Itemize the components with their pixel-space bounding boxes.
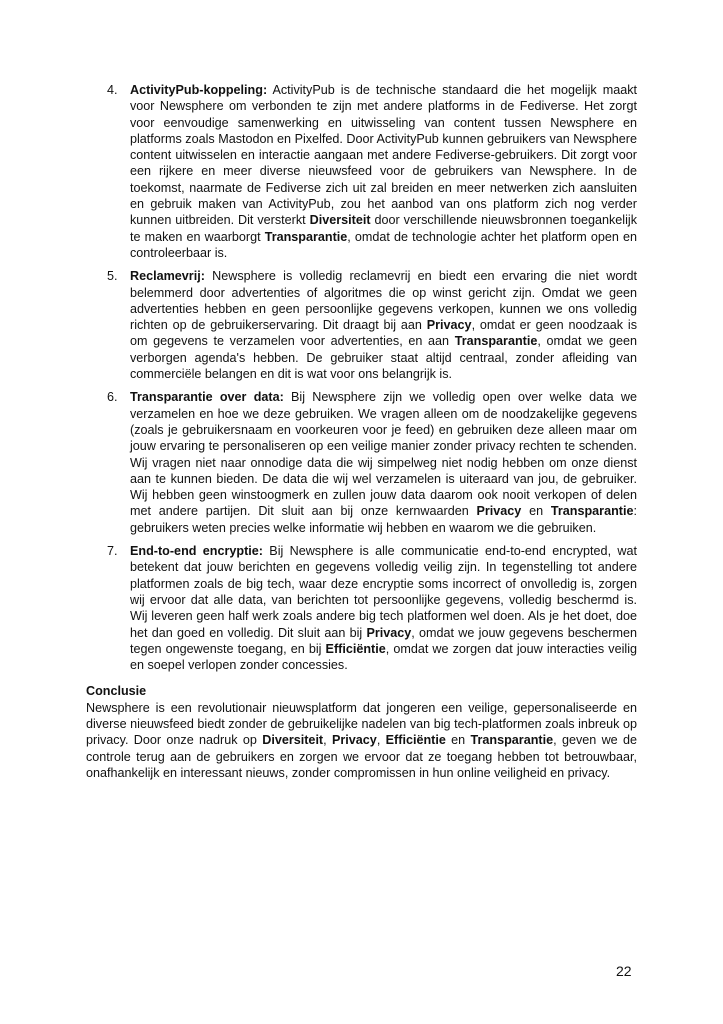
keyword-diversiteit: Diversiteit	[262, 733, 324, 748]
numbered-list	[86, 82, 637, 673]
list-item-number: 4.	[107, 83, 118, 97]
keyword-diversiteit: Diversiteit	[309, 213, 371, 228]
paragraph-text	[130, 83, 637, 260]
keyword-transparantie: Transparantie	[264, 229, 348, 244]
list-item-number: 5.	[107, 269, 118, 284]
keyword-privacy: Privacy	[476, 504, 522, 519]
list-item-activitypub	[86, 82, 637, 261]
text-run: : gebruikers weten precies welke informatie wij hebben en waarom we die gebruiken.	[130, 504, 637, 535]
list-item-reclamevrij	[86, 268, 637, 382]
text-run: , omdat de technologie achter het platform open en controleerbaar is.	[130, 229, 638, 260]
page-number: 22	[616, 963, 632, 979]
list-item-transparantie-data	[86, 389, 637, 536]
text-run: en	[445, 733, 471, 748]
text-run: ActivityPub is de technische standaard die het mogelijk maakt voor Newsphere om verbonden te zijn met andere platforms in de Fediverse. Het zorgt voor eenvoudige samenwerking en uitwisseling van content tussen Newsphere en platforms zoals Mastodon en Pixelfed. Door ActivityPub kunnen gebruikers van Newsphere content uitwisselen en interactie aangaan met andere Fediverse-gebruikers. Dit zorgt voor een rijkere en meer diverse nieuwsfeed voor de gebruikers van Newsphere. In de toekomst, naarmate de Fediverse zich uit zal breiden en meer netwerken zich aansluiten en gebruik maken van ActivityPub, zou het aanbod van ons platform zich nog verder kunnen uitbreiden. Dit versterkt	[130, 83, 637, 228]
keyword-transparantie: Transparantie	[454, 334, 538, 349]
keyword-transparantie: Transparantie	[470, 733, 554, 748]
item-heading: Transparantie over data:	[130, 390, 284, 405]
paragraph-text	[130, 544, 637, 672]
conclusion-heading: Conclusie	[86, 684, 147, 699]
text-run: Newsphere is volledig reclamevrij en biedt een ervaring die niet wordt belemmerd door advertenties of algoritmes die op winst gericht zijn. Omdat we geen advertenties hebben en geen persoonlijke gegevens verkopen, kunnen we ons volledig richten op de gebruikerservaring. Dit draagt bij aan	[130, 269, 637, 333]
text-run: ,	[376, 733, 386, 748]
text-run: Newsphere is een revolutionair nieuwsplatform dat jongeren een veilige, gepersonaliseerde en diverse nieuwsfeed biedt zonder de gebruikelijke nadelen van big tech-platformen zoals inbreuk op privacy. Door onze nadruk op	[86, 700, 637, 748]
keyword-transparantie: Transparantie	[550, 504, 634, 519]
item-heading: ActivityPub-koppeling:	[130, 83, 268, 97]
text-run: , geven we de controle terug aan de gebruikers en zorgen we ervoor dat ze toegang hebben tot betrouwbaar, onafhankelijk en interessant nieuws, zonder compromissen in hun online veiligheid en privacy.	[86, 733, 638, 780]
item-heading: Reclamevrij:	[130, 269, 205, 284]
keyword-privacy: Privacy	[331, 733, 377, 748]
text-run: , omdat we jouw gegevens beschermen tegen ongewenste toegang, en bij	[130, 625, 638, 656]
text-run: door verschillende nieuwsbronnen toegankelijk te maken en waarborgt	[130, 213, 637, 244]
paragraph-text	[130, 390, 637, 534]
document-body	[86, 82, 637, 781]
paragraph-text	[130, 269, 637, 381]
text-run: , omdat we zorgen dat jouw interacties veilig en soepel verlopen zonder concessies.	[130, 641, 638, 673]
text-run: , omdat we geen verborgen agenda's hebben. De gebruiker staat altijd centraal, zonder afleiding van commerciële belangen en dit is wat voor ons belangrijk is.	[130, 334, 637, 382]
keyword-efficientie: Efficiëntie	[325, 641, 386, 656]
text-run: Bij Newsphere zijn we volledig open over welke data we verzamelen en hoe we deze gebruiken. We vragen alleen om de noodzakelijke gegevens (zoals je gebruikersnaam en voorkeuren voor je feed) en gebruiken deze alleen maar om jouw ervaring te personaliseren op een veilige manier zonder privacy rechten te schenden. Wij vragen niet naar onnodige data die wij simpelweg niet nodig hebben om onze dienst aan te kunnen bieden. De data die wij wel verzamelen is uiteraard van jou, de gebruiker. Wij hebben geen winstoogmerk en zullen jouw data daarom ook nooit verkopen of delen met andere partijen. Dit sluit aan bij onze kernwaarden	[130, 390, 637, 519]
list-item-number: 6.	[107, 390, 118, 405]
text-run: ,	[323, 733, 332, 748]
keyword-privacy: Privacy	[426, 318, 472, 333]
conclusion-paragraph	[86, 700, 637, 781]
keyword-efficientie: Efficiëntie	[385, 733, 446, 748]
conclusion-section	[86, 683, 637, 781]
text-run: , omdat er geen noodzaak is om gegevens te verzamelen voor advertenties, en aan	[130, 318, 637, 349]
text-run: en	[521, 504, 551, 519]
text-run: Bij Newsphere is alle communicatie end-to-end encrypted, wat betekent dat jouw berichten en gegevens volledig veilig zijn. In tegenstelling tot andere platformen zoals de big tech, waar deze encryptie soms incorrect of onvolledig is, zorgen wij ervoor dat alle data, van berichten tot persoonlijke gegevens, volledig beschermd is. Wij leveren geen half werk zoals andere big tech platformen wel doen. Als je het doet, doe het dan goed en volledig. Dit sluit aan bij	[130, 544, 637, 640]
keyword-privacy: Privacy	[366, 625, 412, 640]
item-heading: End-to-end encryptie:	[130, 544, 263, 559]
list-item-number: 7.	[107, 544, 118, 559]
list-item-encryptie	[86, 543, 637, 673]
